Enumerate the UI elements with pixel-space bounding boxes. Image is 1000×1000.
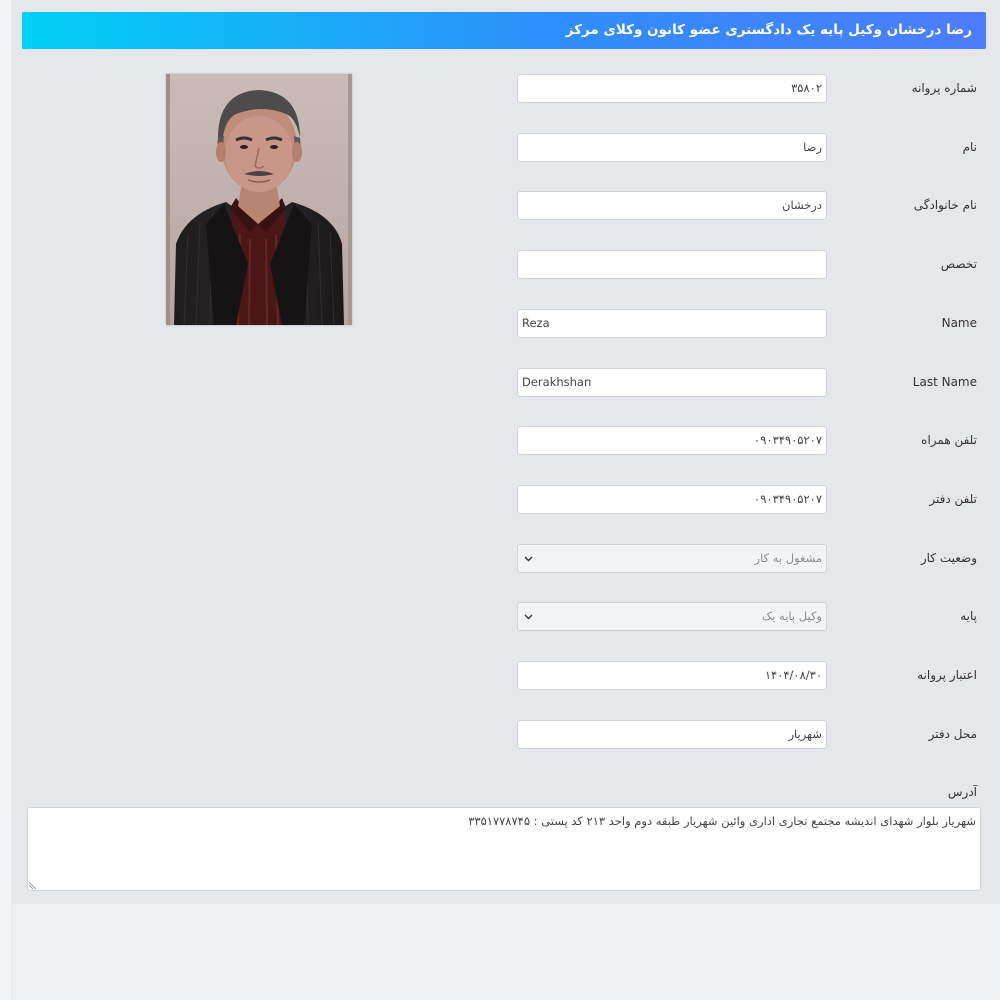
field-label: Name [941,316,977,330]
text-input[interactable]: شهریار [517,720,827,749]
select-field[interactable] [517,602,827,631]
portrait-image [166,74,352,325]
text-input[interactable]: ۰۹۰۳۴۹۰۵۲۰۷ [517,485,827,514]
address-label: آدرس [947,785,977,799]
text-input[interactable]: ۱۴۰۴/۰۸/۳۰ [517,661,827,690]
field-label: شماره پروانه [911,81,977,95]
address-text: شهریار بلوار شهدای اندیشه مجتمع تجاری اداری وائین شهریار طبقه دوم واحد ۲۱۳ کد پستی : ۳۳۵۱۷۷۸۷۴۵ [468,814,976,828]
field-label: نام [962,140,977,154]
text-input[interactable]: رضا [517,133,827,162]
field-label: تلفن همراه [921,433,977,447]
select-value: مشغول به کار [754,551,822,565]
profile-title: رضا درخشان وکیل پایه یک دادگستری عضو کانون وکلای مرکز [565,22,972,38]
field-label: اعتبار پروانه [917,668,977,682]
text-input[interactable]: Derakhshan [517,368,827,397]
field-label: وضعیت کار [920,551,977,565]
lawyer-photo [166,74,352,325]
lawyer-profile-card [12,0,1000,904]
text-input[interactable] [517,250,827,279]
chevron-down-icon [523,603,533,630]
field-label: تلفن دفتر [929,492,977,506]
select-field[interactable] [517,544,827,573]
field-label: نام خانوادگی [913,198,977,212]
text-input[interactable]: درخشان [517,191,827,220]
page-left-edge [0,0,12,1000]
address-textarea[interactable] [27,807,981,891]
field-label: Last Name [912,375,977,389]
page-footer-area [12,904,1000,1000]
text-input[interactable]: ۰۹۰۳۴۹۰۵۲۰۷ [517,426,827,455]
profile-header [22,12,986,49]
field-label: پایه [960,609,977,623]
resize-grip-icon[interactable] [29,880,38,889]
chevron-down-icon [523,545,533,572]
text-input[interactable]: Reza [517,309,827,338]
field-label: تخصص [940,257,977,271]
text-input[interactable]: ۳۵۸۰۲ [517,74,827,103]
select-value: وکیل پایه یک [761,609,822,623]
field-label: محل دفتر [928,727,977,741]
